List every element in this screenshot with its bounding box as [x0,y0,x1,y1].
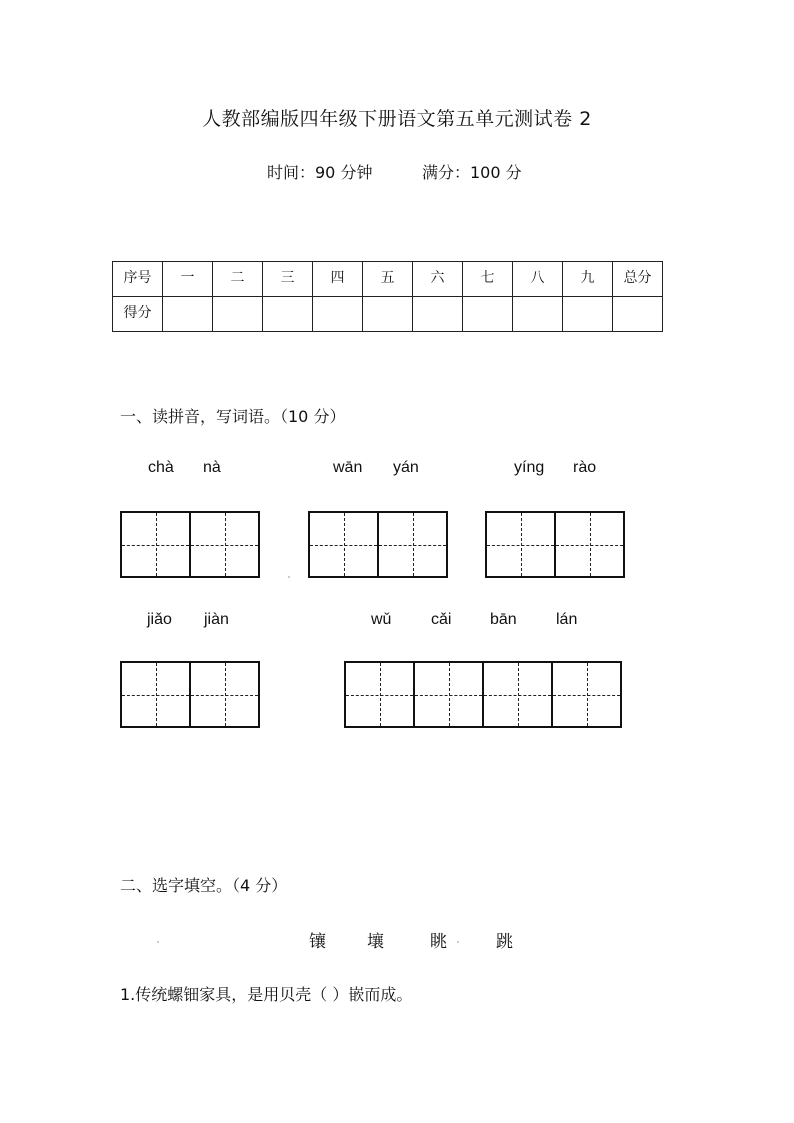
score-table-score-row [113,297,663,332]
pinyin: lán [556,611,578,628]
row-label: 得分 [113,297,163,332]
header-cell: 序号 [113,262,163,297]
header-cell: 一 [163,262,213,297]
header-cell: 六 [413,262,463,297]
header-cell: 二 [213,262,263,297]
stray-dot [157,941,159,943]
writing-cell[interactable] [551,661,622,728]
choice-char: 跳 [496,932,513,952]
header-cell: 四 [313,262,363,297]
writing-cell[interactable] [308,511,379,578]
pinyin: cǎi [431,611,452,628]
writing-cell[interactable] [120,661,191,728]
score-table-header-row [113,262,663,297]
writing-cell[interactable] [120,511,191,578]
header-cell: 九 [563,262,613,297]
writing-grid [120,511,260,578]
pinyin: yíng [514,459,545,476]
choice-char: 眺 [430,932,447,952]
writing-cell[interactable] [344,661,415,728]
score-cell[interactable] [313,297,363,332]
score-cell[interactable] [413,297,463,332]
full-score: 满分：100 分 [422,163,522,182]
header-cell: 总分 [613,262,663,297]
score-cell[interactable] [263,297,313,332]
score-table [112,261,663,332]
header-cell: 八 [513,262,563,297]
stray-dot [288,576,290,578]
pinyin: wǔ [371,611,392,628]
question-1: 1.传统螺钿家具，是用贝壳（ ）嵌而成。 [120,985,413,1004]
writing-cell[interactable] [189,661,260,728]
header-cell: 五 [363,262,413,297]
pinyin: jiǎo [147,611,172,628]
exam-time: 时间：90 分钟 [267,163,373,182]
header-cell: 三 [263,262,313,297]
writing-cell[interactable] [413,661,484,728]
writing-grid [308,511,448,578]
pinyin: rào [573,459,597,476]
choice-char: 镶 [309,932,326,952]
pinyin: yán [393,459,419,476]
section-2-heading: 二、选字填空。（4 分） [120,876,288,895]
score-cell[interactable] [563,297,613,332]
page-title: 人教部编版四年级下册语文第五单元测试卷 2 [202,108,592,130]
pinyin: bān [490,611,517,628]
score-cell[interactable] [213,297,263,332]
pinyin: chà [148,459,174,476]
writing-cell[interactable] [482,661,553,728]
pinyin: wān [333,459,363,476]
writing-grid [485,511,625,578]
score-cell[interactable] [463,297,513,332]
stray-dot [457,941,459,943]
section-1-heading: 一、读拼音，写词语。（10 分） [120,407,346,426]
score-cell[interactable] [363,297,413,332]
choice-char: 壤 [367,932,384,952]
writing-grid [344,661,622,728]
writing-cell[interactable] [189,511,260,578]
writing-grid [120,661,260,728]
header-cell: 七 [463,262,513,297]
pinyin: nà [203,459,221,476]
score-cell[interactable] [513,297,563,332]
score-cell[interactable] [613,297,663,332]
score-cell[interactable] [163,297,213,332]
writing-cell[interactable] [377,511,448,578]
writing-cell[interactable] [554,511,625,578]
pinyin: jiàn [204,611,229,628]
writing-cell[interactable] [485,511,556,578]
